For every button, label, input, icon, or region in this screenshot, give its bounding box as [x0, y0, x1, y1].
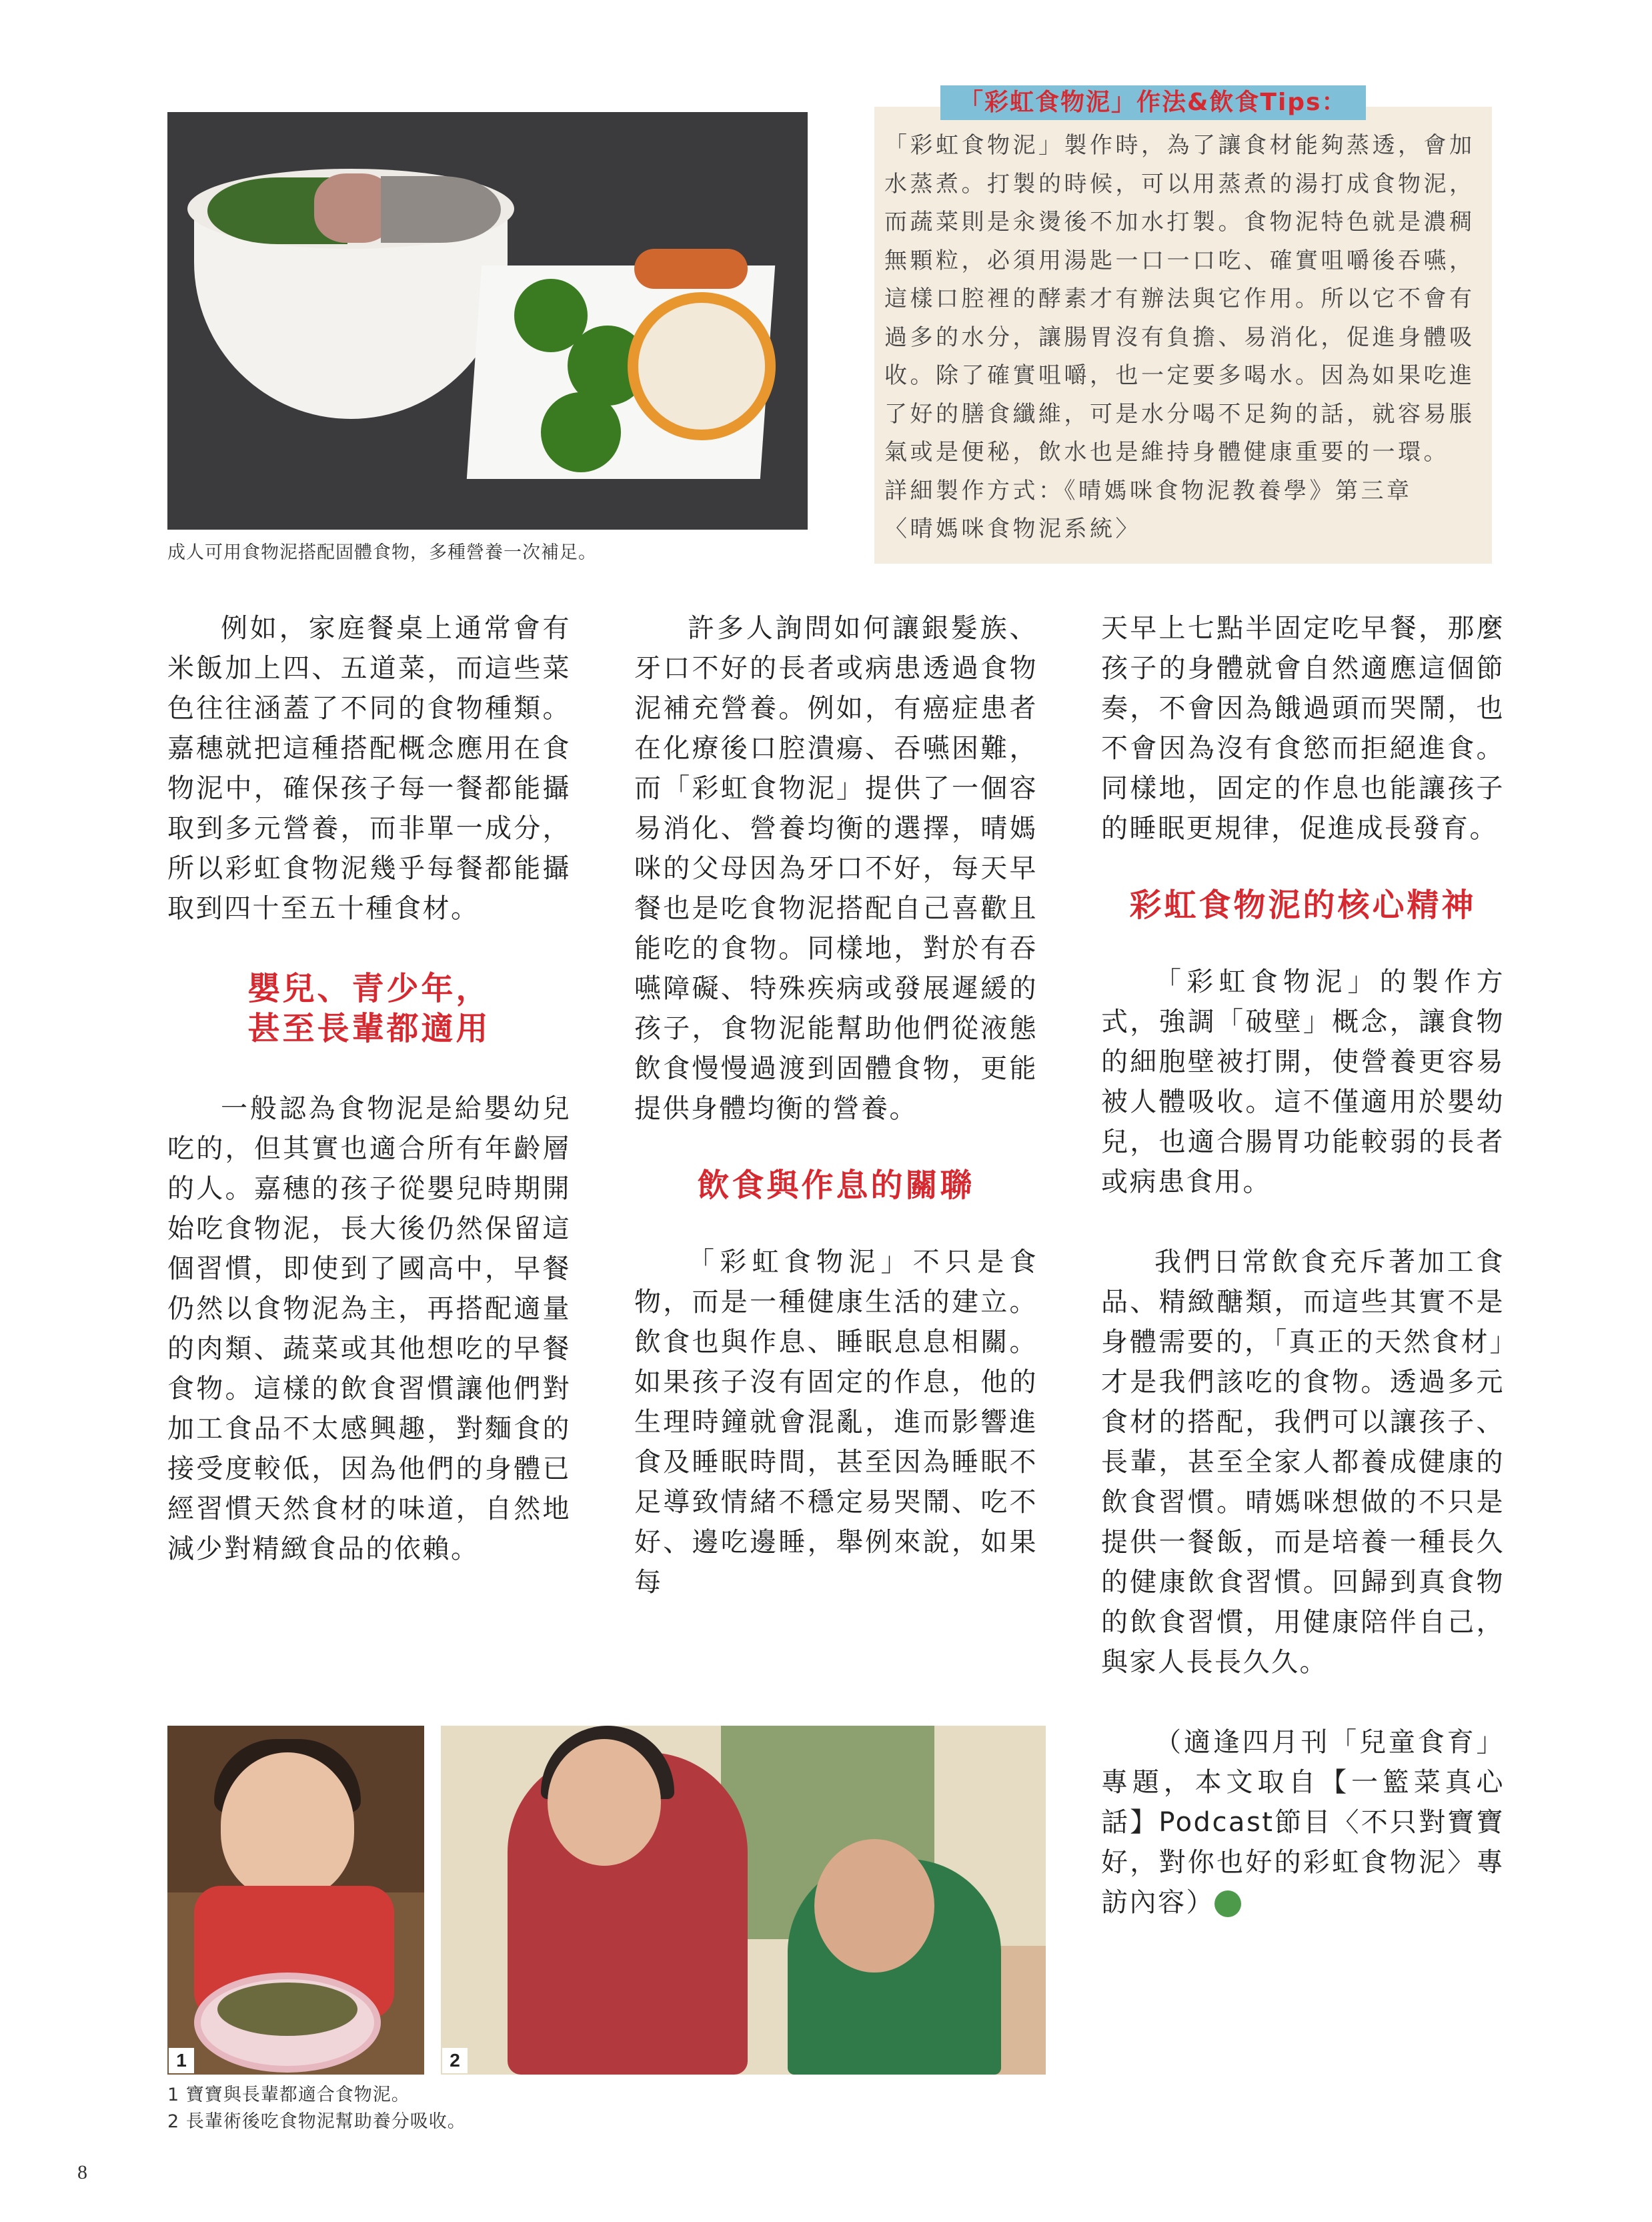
- heading-line: 甚至長輩都適用: [247, 1010, 491, 1047]
- tips-line: 「彩虹食物泥」製作時，為了讓食材能夠蒸透，會加: [884, 132, 1475, 159]
- paragraph: 一般認為食物泥是給嬰幼兒吃的，但其實也適合所有年齡層的人。嘉穗的孩子從嬰兒時期開始吃食物泥，長大後仍然保留這個習慣，即使到了國高中，早餐仍然以食物泥為主，再搭配適量的肉類、蔬菜或其他想吃的早餐食物。這樣的飲食習慣讓他們對加工食品不太感興趣，對麵食的接受度較低，因為他們的身體已經習慣天然食材的味道，自然地減少對精緻食品的依賴。: [167, 1093, 571, 1564]
- green-puree: [217, 1983, 357, 2036]
- sausage: [634, 249, 748, 289]
- paragraph: 「彩虹食物泥」不只是食物，而是一種健康生活的建立。飲食也與作息、睡眠息息相關。如果孩子沒有固定的作息，他的生理時鐘就會混亂，進而影響進食及睡眠時間，甚至因為睡眠不足導致情緒不穩定易哭鬧、吃不好、邊吃邊睡，舉例來說，如果每: [634, 1247, 1038, 1598]
- paragraph: 例如，家庭餐桌上通常會有米飯加上四、五道菜，而這些菜色往往涵蓋了不同的食物種類。嘉穗就把這種搭配概念應用在食物泥中，確保孩子每一餐都能攝取到多元營養，而非單一成分，所以彩虹食物泥幾乎每餐都能攝取到四十至五十種食材。: [167, 613, 571, 924]
- leaf-end-icon: 綠: [1214, 1890, 1241, 1917]
- tips-line: 〈晴媽咪食物泥系統〉: [884, 516, 1141, 542]
- section-heading: 彩虹食物泥的核心精神: [1129, 887, 1477, 924]
- column-3: [1101, 608, 1505, 1922]
- photo-badge-1: 1: [169, 2048, 194, 2073]
- photo-baby-eating: [167, 1726, 424, 2075]
- tips-line: 詳細製作方式：《晴媽咪食物泥教養學》第三章: [884, 477, 1413, 504]
- fried-egg: [628, 292, 776, 440]
- paragraph: 我們日常飲食充斥著加工食品、精緻醣類，而這些其實不是身體需要的，「真正的天然食材」才是我們該吃的食物。透過多元食材的搭配，我們可以讓孩子、長輩，甚至全家人都養成健康的飲食習慣。晴媽咪想做的不只是提供一餐飯，而是培養一種長久的健康飲食習慣。回歸到真食物的飲食習慣，用健康陪伴自己，與家人長長久久。: [1101, 1247, 1505, 1678]
- bottom-caption-1: 1 寶寶與長輩都適合食物泥。: [167, 2085, 410, 2105]
- page-number: 8: [77, 2161, 87, 2183]
- photo-elder-being-fed: [441, 1726, 1046, 2075]
- woman-face: [548, 1739, 661, 1866]
- baby-face: [221, 1752, 354, 1899]
- paragraph: 許多人詢問如何讓銀髮族、牙口不好的長者或病患透過食物泥補充營養。例如，有癌症患者在化療後口腔潰瘍、吞嚥困難，而「彩虹食物泥」提供了一個容易消化、營養均衡的選擇，晴媽咪的父母因為牙口不好，每天早餐也是吃食物泥搭配自己喜歡且能吃的食物。同樣地，對於有吞嚥障礙、特殊疾病或發展遲緩的孩子，食物泥能幫助他們從液態飲食慢慢過渡到固體食物，更能提供身體均衡的營養。: [634, 613, 1038, 1124]
- source-note-text: （適逢四月刊「兒童食育」專題，本文取自【一籃菜真心話】Podcast節目〈不只對寶寶好，對你也好的彩虹食物泥〉專訪內容）: [1101, 1727, 1505, 1918]
- food-photo-bowl-and-plate: [167, 112, 808, 530]
- tips-title: 「彩虹食物泥」作法&飲食Tips：: [940, 85, 1366, 120]
- source-note: [1101, 1722, 1505, 1922]
- paragraph: 天早上七點半固定吃早餐，那麼孩子的身體就會自然適應這個節奏，不會因為餓過頭而哭鬧，也不會因為沒有食慾而拒絕進食。同樣地，固定的作息也能讓孩子的睡眠更規律，促進成長發育。: [1101, 613, 1505, 844]
- bottom-caption-2: 2 長輩術後吃食物泥幫助養分吸收。: [167, 2111, 466, 2132]
- tips-line: 氣或是便秘，飲水也是維持身體健康重要的一環。: [884, 439, 1449, 466]
- tips-line: 收。除了確實咀嚼，也一定要多喝水。因為如果吃進: [884, 362, 1475, 389]
- heading-line: 嬰兒、青少年，: [247, 970, 491, 1007]
- tips-text: [884, 127, 1485, 549]
- tips-line: 而蔬菜則是汆燙後不加水打製。食物泥特色就是濃稠: [884, 209, 1475, 235]
- top-photo-caption: 成人可用食物泥搭配固體食物，多種營養一次補足。: [167, 542, 597, 563]
- tips-line: 無顆粒，必須用湯匙一口一口吃、確實咀嚼後吞嚥，: [884, 247, 1475, 274]
- column-1: [167, 608, 571, 1569]
- column-2: [634, 608, 1038, 1602]
- section-heading: 飲食與作息的關聯: [697, 1167, 975, 1204]
- elder-face: [814, 1839, 934, 1973]
- tips-line: 了好的膳食纖維，可是水分喝不足夠的話，就容易脹: [884, 400, 1475, 428]
- tips-line: 過多的水分，讓腸胃沒有負擔、易消化，促進身體吸: [884, 324, 1475, 351]
- broccoli: [541, 392, 621, 472]
- paragraph: 「彩虹食物泥」的製作方式，強調「破壁」概念，讓食物的細胞壁被打開，使營養更容易被人體吸收。這不僅適用於嬰幼兒，也適合腸胃功能較弱的長者或病患食用。: [1101, 967, 1505, 1197]
- tips-line: 水蒸煮。打製的時候，可以用蒸煮的湯打成食物泥，: [884, 170, 1475, 197]
- grey-puree: [381, 176, 501, 243]
- photo-badge-2: 2: [442, 2048, 468, 2073]
- tips-line: 這樣口腔裡的酵素才有辦法與它作用。所以它不會有: [884, 286, 1475, 312]
- section-heading: [167, 969, 571, 1049]
